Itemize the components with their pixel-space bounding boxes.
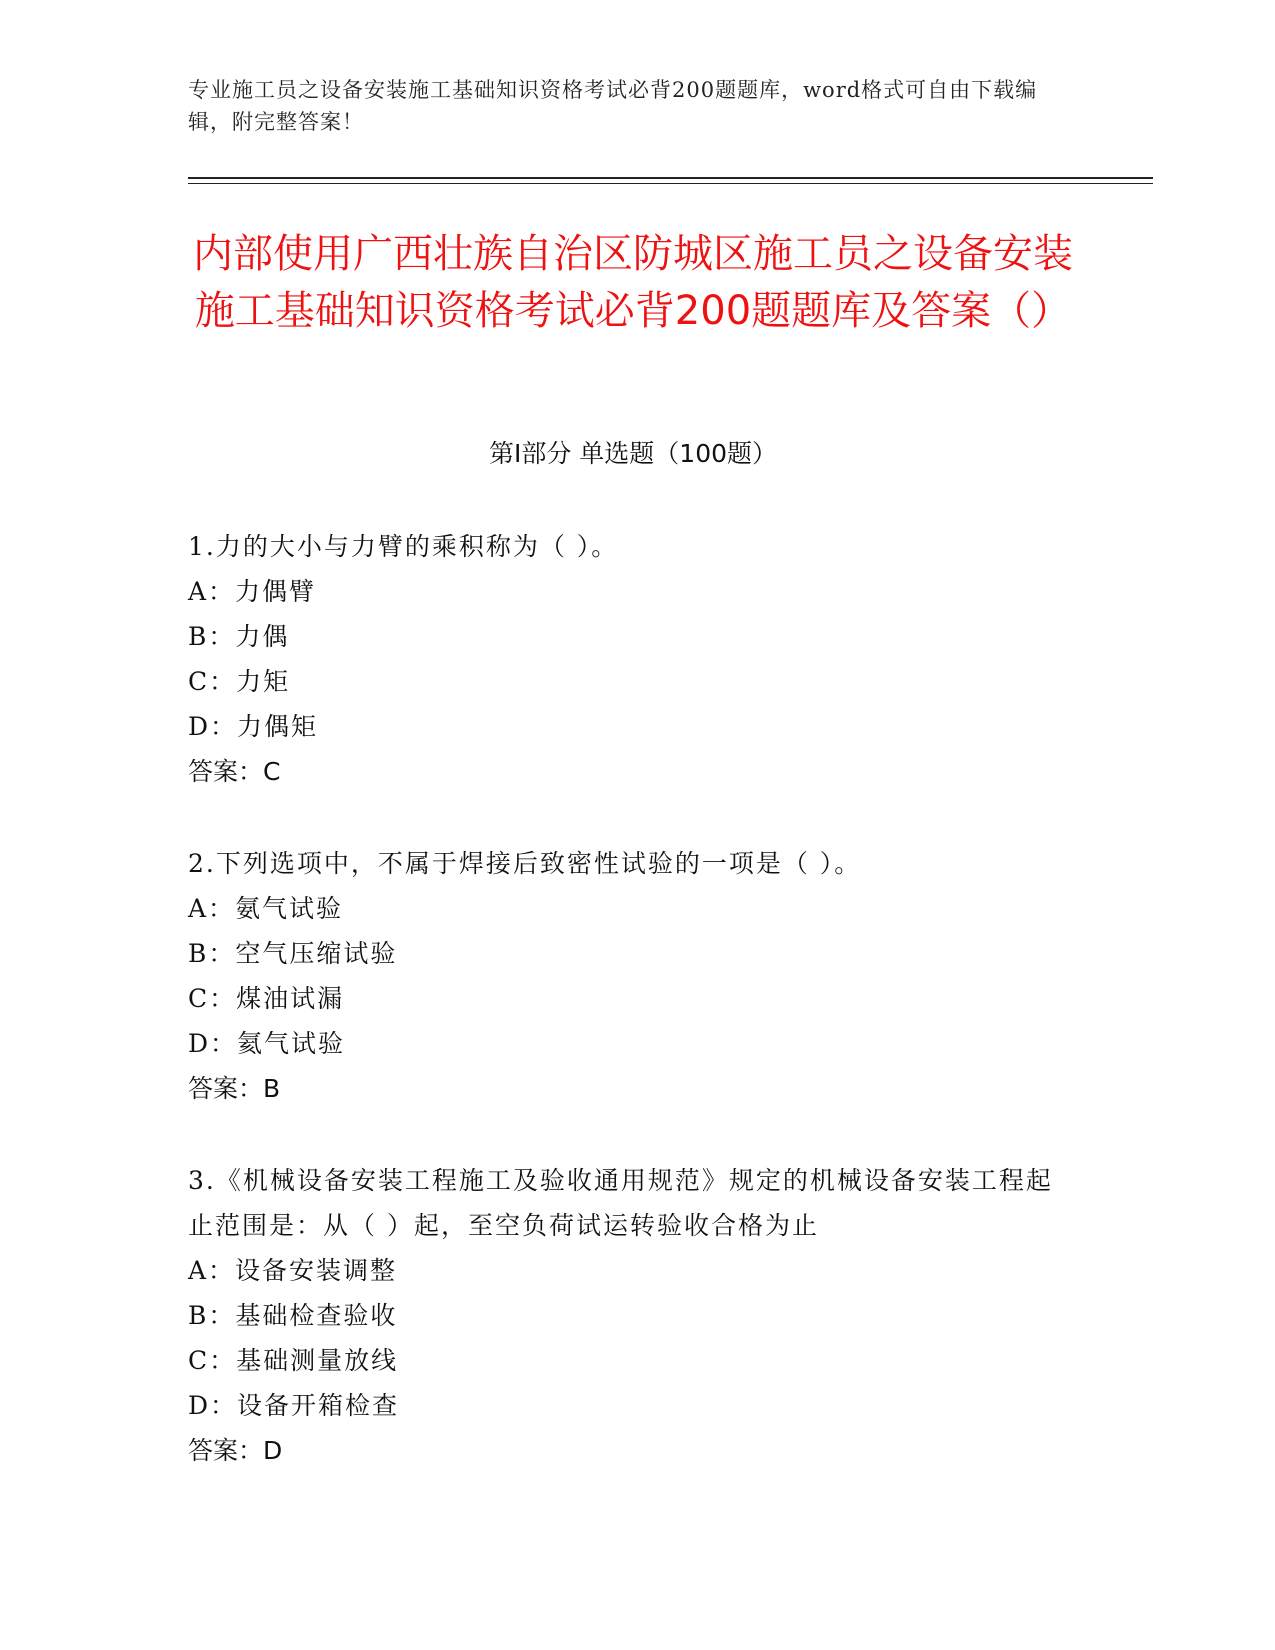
question-2 (188, 841, 1068, 1111)
answer: 答案：B (188, 1074, 281, 1103)
question-1 (188, 524, 1068, 794)
option-c: C：基础测量放线 (188, 1346, 399, 1375)
document-title: 内部使用广西壮族自治区防城区施工员之设备安装施工基础知识资格考试必背200题题库及答案（） (193, 231, 1073, 334)
option-c: C：力矩 (188, 667, 291, 696)
header-divider-thick (188, 177, 1153, 179)
header-divider-thin (188, 183, 1153, 184)
option-a: A：设备安装调整 (188, 1256, 398, 1285)
answer: 答案：C (188, 757, 281, 786)
option-b: B：空气压缩试验 (188, 939, 398, 968)
option-a: A：氨气试验 (188, 894, 344, 923)
question-stem: 3.《机械设备安装工程施工及验收通用规范》规定的机械设备安装工程起止范围是：从（ ）起，至空负荷试运转验收合格为止 (188, 1166, 1053, 1240)
option-b: B：基础检查验收 (188, 1301, 398, 1330)
answer: 答案：D (188, 1436, 283, 1465)
question-3 (188, 1158, 1068, 1473)
section-heading: 第Ⅰ部分 单选题（100题） (488, 439, 778, 468)
header-note: 专业施工员之设备安装施工基础知识资格考试必背200题题库，word格式可自由下载编辑，附完整答案！ (188, 78, 1038, 134)
option-b: B：力偶 (188, 622, 290, 651)
option-d: D：力偶矩 (188, 712, 319, 741)
option-a: A：力偶臂 (188, 577, 317, 606)
question-stem: 1.力的大小与力臂的乘积称为（ ）。 (188, 532, 619, 561)
option-c: C：煤油试漏 (188, 984, 345, 1013)
option-d: D：氦气试验 (188, 1029, 346, 1058)
question-stem: 2.下列选项中，不属于焊接后致密性试验的一项是（ ）。 (188, 849, 862, 878)
option-d: D：设备开箱检查 (188, 1391, 400, 1420)
